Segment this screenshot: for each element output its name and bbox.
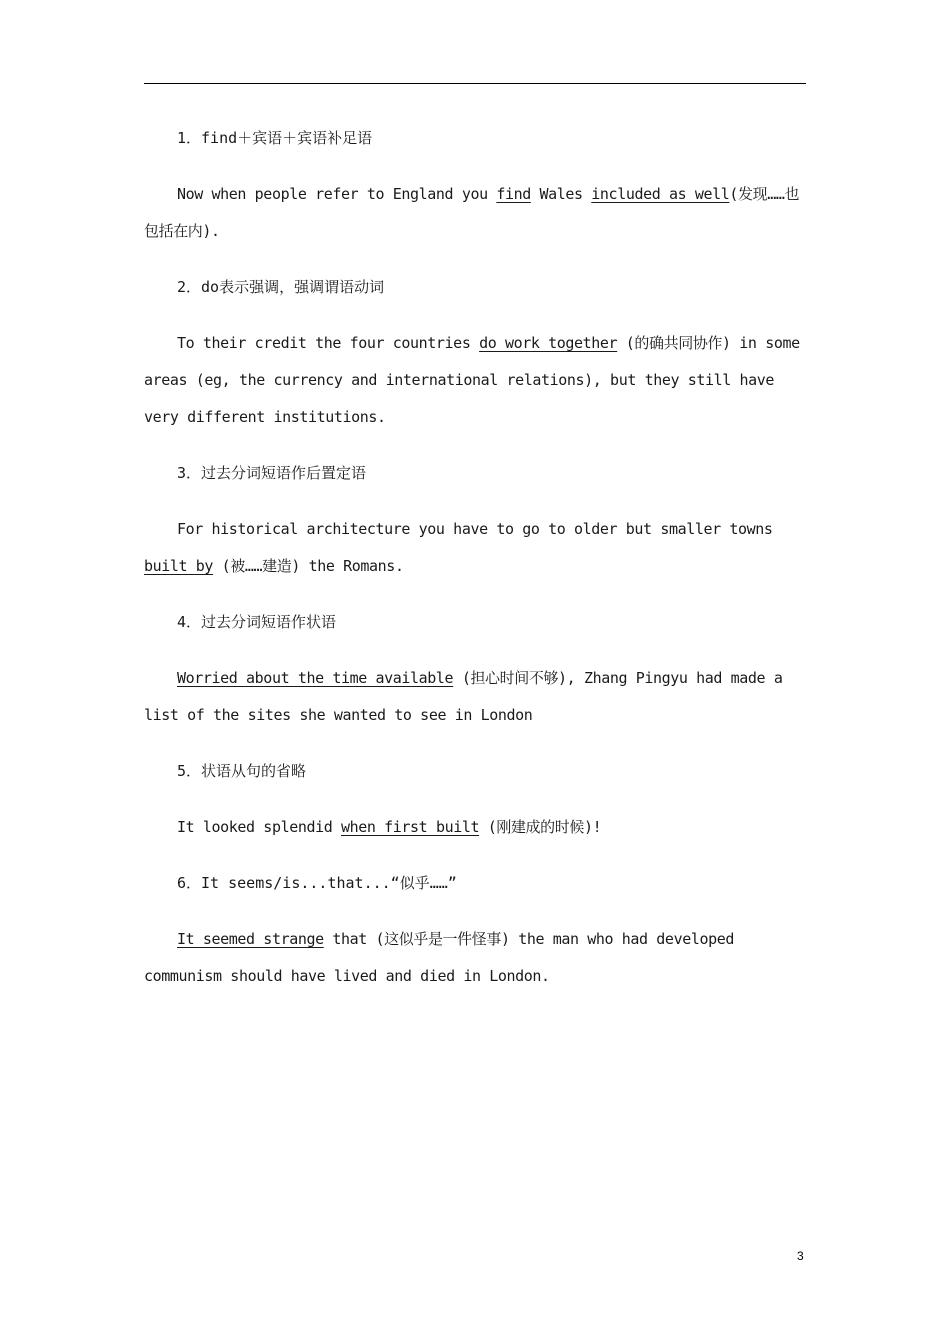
sentence-text: To their credit the four countries: [177, 334, 480, 352]
example-sentence-6: [144, 921, 806, 995]
underlined-phrase: do work together: [479, 334, 618, 352]
sentence-text: (的确共同协作) in some areas (eg, the currency and international relations), but they still have very different institutions.: [144, 334, 800, 426]
example-sentence-3: [144, 511, 806, 585]
page-number: 3: [797, 1249, 804, 1263]
sentence-text: Now when people refer to England you: [177, 185, 497, 203]
example-sentence-5: [144, 809, 806, 846]
section-heading-6: 6．It seems/is...that...“似乎……”: [177, 874, 457, 892]
sentence-text: that (这似乎是一件怪事) the man who had developed communism should have lived and died in London.: [144, 930, 734, 985]
sentence-text: Wales: [530, 185, 592, 203]
sentence-text: (担心时间不够), Zhang Pingyu had made a list of the sites she wanted to see in London: [144, 669, 783, 724]
header-rule: [144, 83, 806, 84]
section-heading-5: 5．状语从句的省略: [177, 762, 307, 780]
sentence-text: (刚建成的时候)!: [479, 818, 602, 836]
underlined-phrase: It seemed strange: [177, 930, 324, 948]
section-heading-2: 2．do表示强调，强调谓语动词: [177, 278, 385, 296]
sentence-text: It looked splendid: [177, 818, 341, 836]
section-heading-1: 1．find＋宾语＋宾语补足语: [177, 129, 373, 147]
section-heading-4: 4．过去分词短语作状语: [177, 613, 337, 631]
section-heading-3: 3．过去分词短语作后置定语: [177, 464, 367, 482]
underlined-phrase: included as well: [591, 185, 730, 203]
document-body: [144, 120, 806, 1014]
example-sentence-1: [144, 176, 806, 250]
underlined-phrase: find: [496, 185, 531, 203]
example-sentence-2: [144, 325, 806, 436]
underlined-phrase: built by: [144, 557, 214, 575]
sentence-text: (被……建造) the Romans.: [213, 557, 404, 575]
underlined-phrase: when first built: [341, 818, 480, 836]
sentence-text: For historical architecture you have to go to older but smaller towns: [177, 520, 773, 538]
sentence-text: (发现……也包括在内).: [144, 185, 800, 240]
underlined-phrase: Worried about the time available: [177, 669, 454, 687]
example-sentence-4: [144, 660, 806, 734]
